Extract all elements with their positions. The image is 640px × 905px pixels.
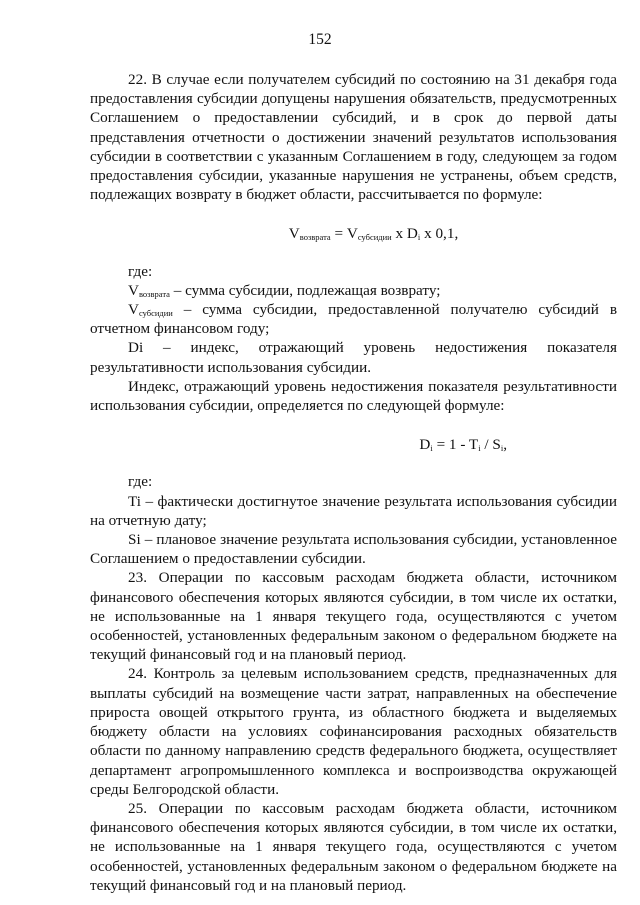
formula2-s-subscript: i [500, 443, 504, 454]
paragraph-25: 25. Операции по кассовым расходам бюджета области, источником финансового обеспечения которых являются субсидии, в том числе их остатки, не использованные на 1 января текущего года, осуществляются с учетом особенностей, установленных федеральным законом о федеральном бюджете на текущий финансовый год и на плановый период. [90, 799, 617, 894]
formula2-slash: / S [480, 436, 501, 454]
formula-v-subscript: возврата [299, 232, 331, 243]
paragraph-23: 23. Операции по кассовым расходам бюджета области, источником финансового обеспечения которых являются субсидии, в том числе их остатки, не использованные на 1 января текущего года, осуществляются с учетом особенностей, установленных федеральным законом о федеральном бюджете на текущий финансовый год и на плановый период. [90, 569, 617, 664]
def-v-text: – сумма субсидии, подлежащая возврату; [169, 281, 441, 299]
formula-index [90, 435, 617, 454]
formula-v-symbol: V [288, 225, 300, 243]
def-vs-subscript: субсидии [138, 308, 173, 319]
definition-si: Si – плановое значение результата использования субсидии, установленное Соглашением о предоставлении субсидии. [90, 531, 617, 568]
formula-equals: = [330, 225, 347, 243]
definition-v-vozvrata [90, 281, 617, 300]
def-v-subscript: возврата [138, 288, 170, 299]
formula-tail: x 0,1, [420, 225, 459, 243]
formula-v2-symbol: V [346, 225, 358, 243]
def-v-symbol: V [128, 281, 139, 299]
document-body [90, 70, 617, 895]
formula-i-subscript: i [417, 232, 421, 243]
definition-v-subsidii [90, 300, 617, 338]
paragraph-22: 22. В случае если получателем субсидий по состоянию на 31 декабря года предоставления субсидии допущены нарушения обязательств, предусмотренных Соглашением о предоставлении субсидий, и в срок до первой даты представления отчетности о достижении значений результатов использования субсидии в соответствии с указанным Соглашением в году, следующем за годом предоставления субсидии, указанные нарушения не устранены, объем средств, подлежащих возврату в бюджет области, рассчитывается по формуле: [90, 71, 617, 204]
formula-mid: x D [391, 225, 418, 243]
formula-refund [90, 224, 617, 243]
formula2-tail: , [503, 436, 507, 454]
formula2-mid: = 1 - T [432, 436, 479, 454]
formula-v2-subscript: субсидии [357, 232, 392, 243]
where-label-2: где: [128, 473, 153, 491]
where-label-1: где: [128, 262, 153, 280]
formula2-d-symbol: D [419, 436, 431, 454]
definition-di: Di – индекс, отражающий уровень недостижения показателя результативности использования субсидии. [90, 339, 617, 376]
formula2-d-subscript: i [430, 443, 433, 454]
paragraph-24: 24. Контроль за целевым использованием средств, предназначенных для выплаты субсидий на возмещение части затрат, направленных на обеспечение прироста овощей открытого грунта, из областного бюджета и выделяемых бюджету области на условиях софинансирования расходных обязательств области по данному направлению средств федерального бюджета, осуществляет департамент агропромышленного комплекса и воспроизводства окружающей среды Белгородской области. [90, 665, 617, 798]
def-vs-symbol: V [128, 301, 139, 319]
paragraph-index: Индекс, отражающий уровень недостижения показателя результативности использования субсидии, определяется по следующей формуле: [90, 377, 617, 415]
definition-ti: Ti – фактически достигнутое значение результата использования субсидии на отчетную дату; [90, 492, 617, 529]
page-number: 152 [308, 31, 332, 48]
def-vs-text: – сумма субсидии, предоставленной получателю субсидий в отчетном финансовом году; [90, 301, 617, 338]
formula2-t-subscript: i [478, 443, 481, 454]
